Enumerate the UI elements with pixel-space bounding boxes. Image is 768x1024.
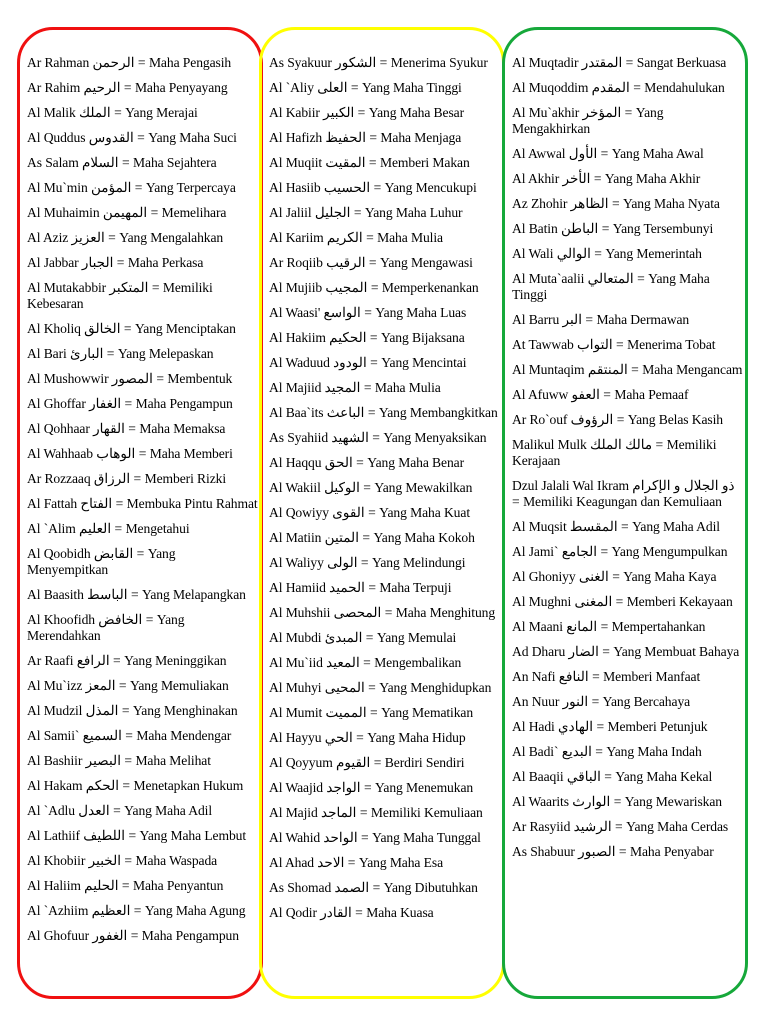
- asmaul-husna-entry: Ar Rozzaaq الرزاق = Memberi Rizki: [27, 471, 226, 486]
- asmaul-husna-entry: Al Akhir الأخر = Yang Maha Akhir: [512, 171, 701, 186]
- asmaul-husna-entry: As Syahiid الشهيد = Yang Menyaksikan: [269, 430, 487, 445]
- asmaul-husna-entry: Al Waliyy الولى = Yang Melindungi: [269, 555, 466, 570]
- column-3-green: [502, 27, 748, 999]
- asmaul-husna-entry: Al Muhshii المحصى = Maha Menghitung: [269, 605, 496, 620]
- asmaul-husna-entry: Al Muntaqim المنتقم = Maha Mengancam: [512, 362, 743, 377]
- asmaul-husna-entry: Al Matiin المتين = Yang Maha Kokoh: [269, 530, 475, 545]
- asmaul-husna-entry: Al `Alim العليم = Mengetahui: [27, 521, 190, 536]
- asmaul-husna-entry: Al Ahad الاحد = Yang Maha Esa: [269, 855, 443, 870]
- asmaul-husna-entry: Al Ghoffar الغفار = Maha Pengampun: [27, 396, 233, 411]
- asmaul-husna-entry: Al Qowiyy القوى = Yang Maha Kuat: [269, 505, 470, 520]
- asmaul-husna-entry: Al Samii` السميع = Maha Mendengar: [27, 728, 232, 743]
- asmaul-husna-entry: Al `Adlu العدل = Yang Maha Adil: [27, 803, 213, 818]
- asmaul-husna-entry: Al Hamiid الحميد = Maha Terpuji: [269, 580, 452, 595]
- asmaul-husna-entry: Al Hakiim الحكيم = Yang Bijaksana: [269, 330, 465, 345]
- asmaul-husna-entry: Al Waajid الواجد = Yang Menemukan: [269, 780, 474, 795]
- asmaul-husna-entry: Ar Rasyiid الرشيد = Yang Maha Cerdas: [512, 819, 729, 834]
- asmaul-husna-entry: Al Batin الباطن = Yang Tersembunyi: [512, 221, 714, 236]
- asmaul-husna-entry: Al Muqoddim المقدم = Mendahulukan: [512, 80, 725, 95]
- asmaul-husna-entry: Al Kariim الكريم = Maha Mulia: [269, 230, 443, 245]
- asmaul-husna-entry: Al Bashiir البصير = Maha Melihat: [27, 753, 211, 768]
- asmaul-husna-entry: Al Muqsit المقسط = Yang Maha Adil: [512, 519, 720, 534]
- asmaul-husna-entry: As Shomad الصمد = Yang Dibutuhkan: [269, 880, 478, 895]
- asmaul-husna-entry: Ar Rahim الرحيم = Maha Penyayang: [27, 80, 228, 95]
- asmaul-husna-entry: Al Hadi الهادي = Memberi Petunjuk: [512, 719, 708, 734]
- asmaul-husna-entry: Al Hasiib الحسيب = Yang Mencukupi: [269, 180, 477, 195]
- asmaul-husna-entry: Al Maani المانع = Mempertahankan: [512, 619, 706, 634]
- asmaul-husna-entry: Al Jami` الجامع = Yang Mengumpulkan: [512, 544, 728, 559]
- asmaul-husna-entry: Al Kabiir الكبير = Yang Maha Besar: [269, 105, 465, 120]
- asmaul-husna-entry: Al Khoofidh الخافض = Yang Merendahkan: [27, 612, 185, 643]
- asmaul-husna-entry: Al Badi` البديع = Yang Maha Indah: [512, 744, 702, 759]
- asmaul-husna-entry: Al Kholiq الخالق = Yang Menciptakan: [27, 321, 236, 336]
- asmaul-husna-entry: Al Awwal الأول = Yang Maha Awal: [512, 146, 704, 161]
- asmaul-husna-entry: Al Wahid الواحد = Yang Maha Tunggal: [269, 830, 481, 845]
- asmaul-husna-entry: Dzul Jalali Wal Ikram ذو الجلال و الإكرام = Memiliki Keagungan dan Kemuliaan: [512, 478, 735, 509]
- asmaul-husna-entry: Al Mu`izz المعز = Yang Memuliakan: [27, 678, 229, 693]
- asmaul-husna-entry: Al Majid الماجد = Memiliki Kemuliaan: [269, 805, 483, 820]
- asmaul-husna-entry: Al Aziz العزيز = Yang Mengalahkan: [27, 230, 224, 245]
- asmaul-husna-entry: Al Mushowwir المصور = Membentuk: [27, 371, 233, 386]
- asmaul-husna-entry: Al Khobiir الخبير = Maha Waspada: [27, 853, 218, 868]
- column-1-red: [17, 27, 263, 999]
- asmaul-husna-entry: At Tawwab التواب = Menerima Tobat: [512, 337, 716, 352]
- asmaul-husna-entry: Al Fattah الفتاح = Membuka Pintu Rahmat: [27, 496, 258, 511]
- asmaul-husna-entry: Al Afuww العفو = Maha Pemaaf: [512, 387, 689, 402]
- asmaul-husna-entry: Al Barru البر = Maha Dermawan: [512, 312, 690, 327]
- asmaul-husna-entry: Al Bari البارئ = Yang Melepaskan: [27, 346, 214, 361]
- asmaul-husna-entry: Al Muqtadir المقتدر = Sangat Berkuasa: [512, 55, 727, 70]
- asmaul-husna-entry: Al Muhyi المحيى = Yang Menghidupkan: [269, 680, 492, 695]
- asmaul-husna-entry: Al Hafizh الحفيظ = Maha Menjaga: [269, 130, 462, 145]
- asmaul-husna-entry: Al Quddus القدوس = Yang Maha Suci: [27, 130, 237, 145]
- asmaul-husna-entry: Al Mubdi المبدئ = Yang Memulai: [269, 630, 457, 645]
- asmaul-husna-entry: Al Ghofuur الغفور = Maha Pengampun: [27, 928, 239, 943]
- asmaul-husna-entry: Al Baaqii الباقي = Yang Maha Kekal: [512, 769, 713, 784]
- asmaul-husna-entry: Al Qohhaar القهار = Maha Memaksa: [27, 421, 226, 436]
- asmaul-husna-entry: Al Qodir القادر = Maha Kuasa: [269, 905, 434, 920]
- asmaul-husna-entry: Al Hakam الحكم = Menetapkan Hukum: [27, 778, 244, 793]
- asmaul-husna-entry: Al Lathiif اللطيف = Yang Maha Lembut: [27, 828, 247, 843]
- asmaul-husna-entry: Al Majiid المجيد = Maha Mulia: [269, 380, 441, 395]
- asmaul-husna-entry: Al Mujiib المجيب = Memperkenankan: [269, 280, 479, 295]
- asmaul-husna-entry: Al Wakiil الوكيل = Yang Mewakilkan: [269, 480, 473, 495]
- asmaul-husna-entry: Al Muhaimin المهيمن = Memelihara: [27, 205, 227, 220]
- asmaul-husna-entry: Al Waarits الوارث = Yang Mewariskan: [512, 794, 722, 809]
- asmaul-husna-entry: Ar Ro`ouf الرؤوف = Yang Belas Kasih: [512, 412, 723, 427]
- asmaul-husna-entry: Al Muqiit المقيت = Memberi Makan: [269, 155, 470, 170]
- asmaul-husna-entry: Al Hayyu الحي = Yang Maha Hidup: [269, 730, 466, 745]
- asmaul-husna-entry: Al Wali الوالي = Yang Memerintah: [512, 246, 702, 261]
- asmaul-husna-entry: Ar Roqiib الرقيب = Yang Mengawasi: [269, 255, 473, 270]
- asmaul-husna-entry: Al Muta`aalii المتعالي = Yang Maha Tinggi: [512, 271, 710, 302]
- asmaul-husna-entry: As Shabuur الصبور = Maha Penyabar: [512, 844, 714, 859]
- asmaul-husna-entry: Ad Dharu الضار = Yang Membuat Bahaya: [512, 644, 740, 659]
- asmaul-husna-entry: Al Mu`min المؤمن = Yang Terpercaya: [27, 180, 236, 195]
- asmaul-husna-entry: An Nafi النافع = Memberi Manfaat: [512, 669, 701, 684]
- asmaul-husna-entry: Ar Rahman الرحمن = Maha Pengasih: [27, 55, 232, 70]
- asmaul-husna-entry: As Salam السلام = Maha Sejahtera: [27, 155, 217, 170]
- asmaul-husna-entry: Al Jabbar الجبار = Maha Perkasa: [27, 255, 204, 270]
- asmaul-husna-entry: Al Mudzil المذل = Yang Menghinakan: [27, 703, 238, 718]
- asmaul-husna-entry: Al Malik الملك = Yang Merajai: [27, 105, 198, 120]
- asmaul-husna-entry: Al Baa`its الباعث = Yang Membangkitkan: [269, 405, 498, 420]
- asmaul-husna-entry: Al Haliim الحليم = Maha Penyantun: [27, 878, 224, 893]
- asmaul-husna-entry: Al Waduud الودود = Yang Mencintai: [269, 355, 467, 370]
- asmaul-husna-entry: Al Jaliil الجليل = Yang Maha Luhur: [269, 205, 463, 220]
- asmaul-husna-entry: Az Zhohir الظاهر = Yang Maha Nyata: [512, 196, 720, 211]
- asmaul-husna-entry: Al Haqqu الحق = Yang Maha Benar: [269, 455, 465, 470]
- asmaul-husna-entry: Al Qoyyum القيوم = Berdiri Sendiri: [269, 755, 465, 770]
- asmaul-husna-entry: Al Mutakabbir المتكبر = Memiliki Kebesaran: [27, 280, 213, 311]
- asmaul-husna-entry: Al `Aliy العلى = Yang Maha Tinggi: [269, 80, 462, 95]
- asmaul-husna-entry: An Nuur النور = Yang Bercahaya: [512, 694, 691, 709]
- asmaul-husna-entry: Al Mumit المميت = Yang Mematikan: [269, 705, 474, 720]
- column-2-yellow: [259, 27, 505, 999]
- asmaul-husna-entry: Al Waasi' الواسع = Yang Maha Luas: [269, 305, 467, 320]
- asmaul-husna-entry: Al Mu`akhir المؤخر = Yang Mengakhirkan: [512, 105, 664, 136]
- asmaul-husna-entry: Al `Azhiim العظيم = Yang Maha Agung: [27, 903, 246, 918]
- asmaul-husna-entry: Al Mughni المغنى = Memberi Kekayaan: [512, 594, 733, 609]
- asmaul-husna-entry: Al Baasith الباسط = Yang Melapangkan: [27, 587, 246, 602]
- asmaul-husna-entry: Al Mu`iid المعيد = Mengembalikan: [269, 655, 462, 670]
- asmaul-husna-entry: Malikul Mulk مالك الملك = Memiliki Kerajaan: [512, 437, 717, 468]
- asmaul-husna-entry: Al Wahhaab الوهاب = Maha Memberi: [27, 446, 233, 461]
- asmaul-husna-entry: Ar Raafi الرافع = Yang Meninggikan: [27, 653, 227, 668]
- asmaul-husna-entry: As Syakuur الشكور = Menerima Syukur: [269, 55, 488, 70]
- asmaul-husna-entry: Al Qoobidh القابض = Yang Menyempitkan: [27, 546, 176, 577]
- asmaul-husna-entry: Al Ghoniyy الغنى = Yang Maha Kaya: [512, 569, 717, 584]
